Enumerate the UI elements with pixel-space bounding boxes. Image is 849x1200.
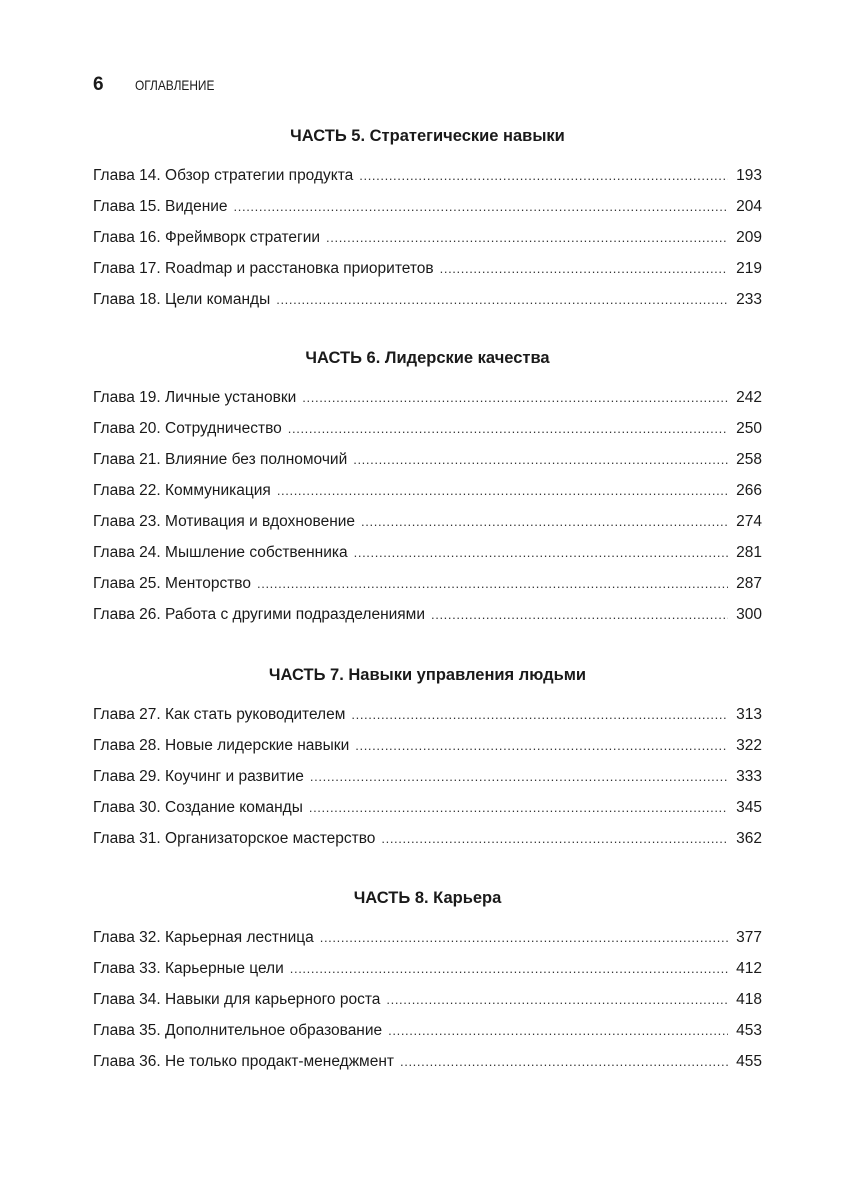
toc-entry[interactable]	[93, 413, 762, 444]
chapter-title: Глава 32. Карьерная лестница	[93, 929, 314, 946]
chapter-page-number: 300	[736, 606, 762, 623]
running-title: ОГЛАВЛЕНИЕ	[135, 77, 215, 93]
chapter-title: Глава 15. Видение	[93, 198, 228, 215]
toc-entry[interactable]	[93, 792, 762, 823]
dot-leader	[440, 253, 728, 284]
chapter-page-number: 453	[736, 1022, 762, 1039]
dot-leader	[381, 823, 728, 854]
toc-entry[interactable]	[93, 922, 762, 953]
chapter-title: Глава 24. Мышление собственника	[93, 544, 348, 561]
toc-entry[interactable]	[93, 191, 762, 222]
dot-leader	[361, 506, 728, 537]
chapter-page-number: 345	[736, 799, 762, 816]
chapter-title: Глава 27. Как стать руководителем	[93, 706, 346, 723]
chapter-page-number: 287	[736, 575, 762, 592]
dot-leader	[400, 1046, 728, 1077]
page-number: 6	[93, 74, 104, 95]
toc-entry[interactable]	[93, 568, 762, 599]
running-header	[93, 74, 228, 96]
toc-entry[interactable]	[93, 506, 762, 537]
chapter-page-number: 204	[736, 198, 762, 215]
dot-leader	[351, 699, 728, 730]
chapter-page-number: 233	[736, 291, 762, 308]
chapter-page-number: 362	[736, 830, 762, 847]
toc-entry[interactable]	[93, 222, 762, 253]
section-title: ЧАСТЬ 5. Стратегические навыки	[290, 127, 565, 145]
chapter-title: Глава 26. Работа с другими подразделениями	[93, 606, 426, 623]
dot-leader	[277, 475, 728, 506]
chapter-page-number: 322	[736, 737, 762, 754]
dot-leader	[310, 761, 728, 792]
toc-entry[interactable]	[93, 953, 762, 984]
toc-entry[interactable]	[93, 537, 762, 568]
chapter-page-number: 209	[736, 229, 762, 246]
chapter-title: Глава 29. Коучинг и развитие	[93, 768, 304, 785]
chapter-title: Глава 33. Карьерные цели	[93, 960, 284, 977]
chapter-page-number: 333	[736, 768, 762, 785]
dot-leader	[320, 922, 728, 953]
chapter-title: Глава 19. Личные установки	[93, 389, 297, 406]
toc-entry[interactable]	[93, 253, 762, 284]
toc-entry[interactable]	[93, 160, 762, 191]
dot-leader	[353, 444, 728, 475]
toc-entry[interactable]	[93, 984, 762, 1015]
chapter-title: Глава 34. Навыки для карьерного роста	[93, 991, 381, 1008]
dot-leader	[302, 382, 728, 413]
toc-section	[93, 124, 762, 315]
dot-leader	[234, 191, 729, 222]
chapter-title: Глава 22. Коммуникация	[93, 482, 271, 499]
chapter-page-number: 274	[736, 513, 762, 530]
dot-leader	[359, 160, 728, 191]
chapter-title: Глава 20. Сотрудничество	[93, 420, 282, 437]
toc-entry[interactable]	[93, 761, 762, 792]
dot-leader	[354, 537, 729, 568]
toc-entry[interactable]	[93, 475, 762, 506]
chapter-title: Глава 16. Фреймворк стратегии	[93, 229, 321, 246]
dot-leader	[257, 568, 728, 599]
toc-entry[interactable]	[93, 699, 762, 730]
chapter-title: Глава 14. Обзор стратегии продукта	[93, 167, 354, 184]
dot-leader	[290, 953, 728, 984]
toc-entry[interactable]	[93, 599, 762, 630]
chapter-page-number: 193	[736, 167, 762, 184]
chapter-title: Глава 17. Roadmap и расстановка приоритетов	[93, 260, 434, 277]
toc-entry[interactable]	[93, 382, 762, 413]
chapter-page-number: 258	[736, 451, 762, 468]
chapter-title: Глава 25. Менторство	[93, 575, 251, 592]
toc-section	[93, 886, 762, 1077]
section-title: ЧАСТЬ 6. Лидерские качества	[305, 349, 550, 367]
toc-entry[interactable]	[93, 444, 762, 475]
chapter-title: Глава 30. Создание команды	[93, 799, 303, 816]
chapter-title: Глава 36. Не только продакт-менеджмент	[93, 1053, 394, 1070]
toc-entry[interactable]	[93, 1046, 762, 1077]
dot-leader	[288, 413, 728, 444]
chapter-page-number: 219	[736, 260, 762, 277]
chapter-title: Глава 23. Мотивация и вдохновение	[93, 513, 356, 530]
toc-entry[interactable]	[93, 730, 762, 761]
chapter-page-number: 266	[736, 482, 762, 499]
chapter-page-number: 313	[736, 706, 762, 723]
chapter-page-number: 418	[736, 991, 762, 1008]
toc-entry[interactable]	[93, 1015, 762, 1046]
chapter-page-number: 455	[736, 1053, 762, 1070]
chapter-title: Глава 28. Новые лидерские навыки	[93, 737, 350, 754]
chapter-page-number: 377	[736, 929, 762, 946]
dot-leader	[431, 599, 728, 630]
toc-entry[interactable]	[93, 823, 762, 854]
chapter-page-number: 250	[736, 420, 762, 437]
dot-leader	[276, 284, 728, 315]
chapter-title: Глава 18. Цели команды	[93, 291, 271, 308]
chapter-title: Глава 35. Дополнительное образование	[93, 1022, 383, 1039]
chapter-title: Глава 31. Организаторское мастерство	[93, 830, 376, 847]
chapter-page-number: 242	[736, 389, 762, 406]
toc-section	[93, 346, 762, 630]
dot-leader	[326, 222, 728, 253]
toc-entry[interactable]	[93, 284, 762, 315]
dot-leader	[386, 984, 728, 1015]
dot-leader	[388, 1015, 728, 1046]
chapter-page-number: 412	[736, 960, 762, 977]
chapter-title: Глава 21. Влияние без полномочий	[93, 451, 348, 468]
chapter-page-number: 281	[736, 544, 762, 561]
toc-section	[93, 663, 762, 854]
dot-leader	[309, 792, 728, 823]
section-title: ЧАСТЬ 7. Навыки управления людьми	[268, 666, 587, 684]
dot-leader	[355, 730, 728, 761]
section-title: ЧАСТЬ 8. Карьера	[353, 889, 502, 907]
